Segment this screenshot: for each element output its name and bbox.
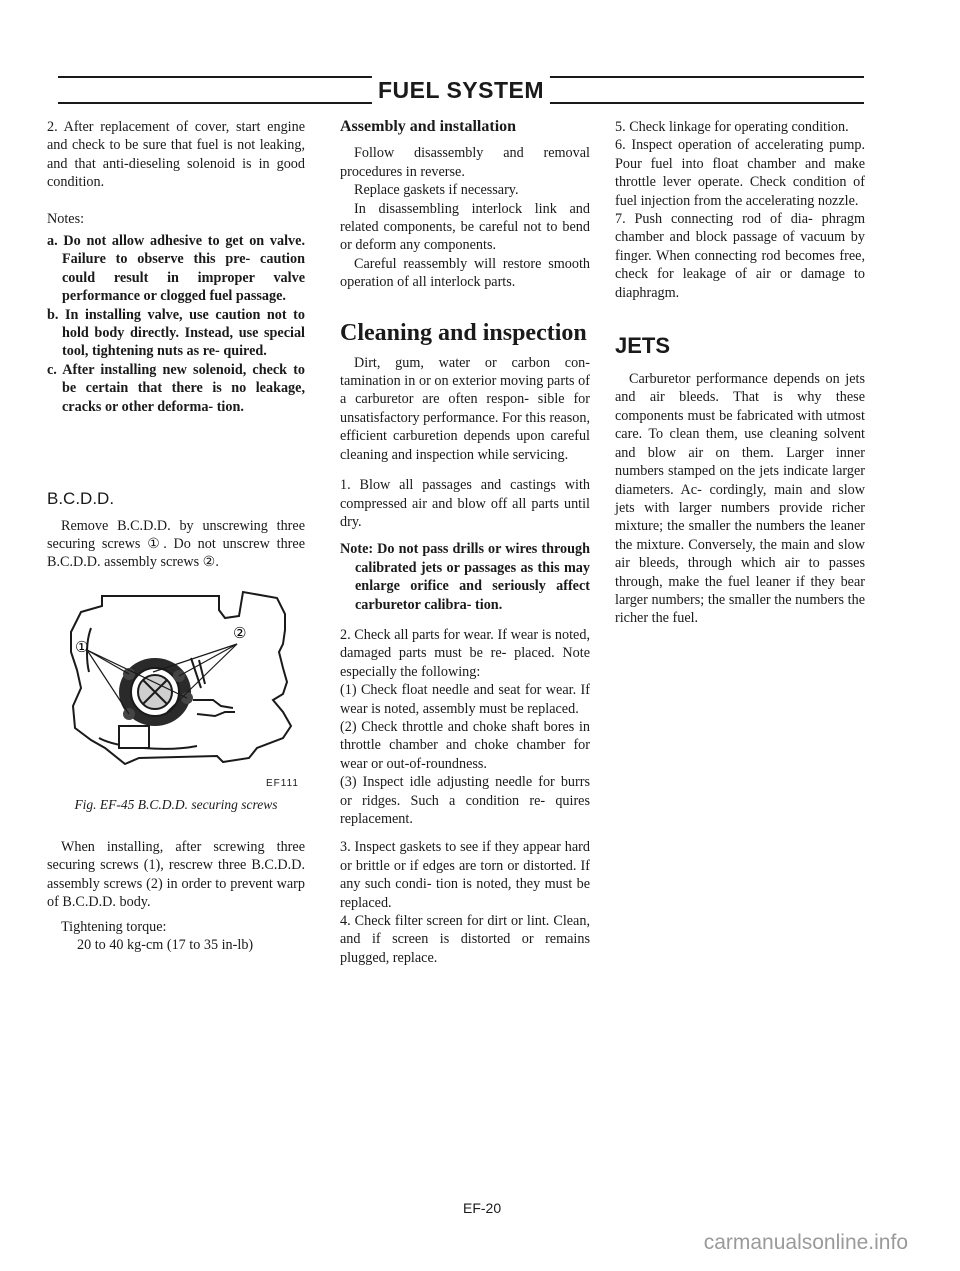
torque-label: Tightening torque: xyxy=(61,918,167,935)
item-4: 4. Check filter screen for dirt or lint. Clean, and if screen is distorted or remains plugged, replace. xyxy=(340,913,590,966)
item-2-1: (1) Check float needle and seat for wear. If wear is noted, assembly must be replaced. xyxy=(340,682,590,717)
figure-caption: Fig. EF-45 B.C.D.D. securing screws xyxy=(74,796,278,812)
bcdd-paragraph: Remove B.C.D.D. by unscrewing three securing screws ①. Do not unscrew three B.C.D.D. assembly screws ②. xyxy=(47,517,305,571)
bcdd-heading: B.C.D.D. xyxy=(47,489,115,509)
item-2-3: (3) Inspect idle adjusting needle for burrs or ridges. Such a condition re- quires replacement. xyxy=(340,774,590,827)
assembly-p4: Careful reassembly will restore smooth operation of all interlock parts. xyxy=(340,255,590,291)
torque-value: 20 to 40 kg-cm (17 to 35 in-lb) xyxy=(77,936,254,953)
item-3: 3. Inspect gaskets to see if they appear hard or brittle or if edges are torn or distorted. If any such condi- tion is noted, they must be replaced. xyxy=(340,839,590,911)
assembly-heading: Assembly and installation xyxy=(340,118,517,135)
note-b-text: In installing valve, use caution not to hold body directly. Instead, use special tool, tightening nuts as re- quired. xyxy=(62,306,305,360)
column-left xyxy=(47,118,305,954)
intro-paragraph: 2. After replacement of cover, start engine and check to be sure that fuel is not leaking, and that anti-dieseling solenoid is in good condition. xyxy=(47,119,305,191)
notes-label: Notes: xyxy=(47,210,85,227)
figure-code: EF111 xyxy=(266,778,299,790)
note-a-text: Do not allow adhesive to get on valve. Failure to observe this pre- caution could result in improper valve performance or clogged fuel passage. xyxy=(62,233,305,305)
page-number: EF-20 xyxy=(463,1200,502,1216)
item-7: 7. Push connecting rod of dia- phragm chamber and block passage of vacuum by finger. When connecting rod becomes free, check for leakage of air or damage to diaphragm. xyxy=(615,211,865,301)
column-right xyxy=(615,118,865,628)
note-c-marker: c. xyxy=(47,361,57,378)
item-5: 5. Check linkage for operating condition. xyxy=(615,119,849,135)
item-1: 1. Blow all passages and castings with compressed air and blow off all parts until dry. xyxy=(340,477,590,530)
install-paragraph: When installing, after screwing three securing screws (1), rescrew three B.C.D.D. assembly screws (2) in order to prevent warp of B.C.D.D. body. xyxy=(47,838,305,911)
bcdd-diagram xyxy=(47,588,305,768)
column-middle xyxy=(340,118,590,976)
page-title: FUEL SYSTEM xyxy=(372,76,550,104)
assembly-p1: Follow disassembly and removal procedures in reverse. xyxy=(340,145,590,180)
callout-1: ① xyxy=(75,637,89,656)
note-b xyxy=(47,306,305,361)
cleaning-heading: Cleaning and inspection xyxy=(340,319,587,346)
jets-heading: JETS xyxy=(615,333,671,359)
note-a xyxy=(47,232,305,306)
note-a-marker: a. xyxy=(47,233,58,250)
note-c xyxy=(47,361,305,416)
callout-2: ② xyxy=(233,623,247,642)
item-6: 6. Inspect operation of accelerating pump. Pour fuel into float chamber and make throttle lever operate. Check condition of fuel injection from the accelerating nozzle. xyxy=(615,137,865,209)
watermark-text: carmanualsonline.info xyxy=(703,1231,908,1254)
note-block xyxy=(340,540,590,614)
jets-paragraph: Carburetor performance depends on jets and air bleeds. That is why these components must be fabricated with utmost care. To clean them, use cleaning solvent and blow air on them. Larger inner numbers stamped on the jets indicate larger diameters. Ac- cordingly, main and slow jets with larger numbers provide richer mixture; the smaller the numbers the leaner the mixture. Conversely, the main and slow air bleeds, through which air to passes through, make the fuel leaner if they bear larger numbers; the smaller the numbers the richer the fuel. xyxy=(615,371,865,627)
note-b-marker: b. xyxy=(47,306,59,323)
cleaning-p1: Dirt, gum, water or carbon con- tamination in or on exterior moving parts of a carburetor are often respon- sible for unsatisfactory performance. For this reason, efficient carburetion depends upon careful cleaning and inspection while servicing. xyxy=(340,354,590,463)
figure-bcdd xyxy=(47,588,305,814)
item-2: 2. Check all parts for wear. If wear is noted, damaged parts must be re- placed. Note especially the following: xyxy=(340,626,590,680)
item-2-2: (2) Check throttle and choke shaft bores in throttle chamber and choke chamber for wear or out-of-roundness. xyxy=(340,718,590,772)
note-label: Note: xyxy=(340,541,374,558)
assembly-p2: Replace gaskets if necessary. xyxy=(354,182,519,199)
assembly-p3: In disassembling interlock link and related components, be careful not to bend or deform any components. xyxy=(340,200,590,254)
note-c-text: After installing new solenoid, check to be certain that there is no leakage, cracks or other deforma- tion. xyxy=(62,361,306,415)
page-header xyxy=(58,70,864,110)
note-text: Do not pass drills or wires through calibrated jets or passages as this may enlarge orifice and seriously affect carburetor calibra- tion. xyxy=(355,541,591,613)
